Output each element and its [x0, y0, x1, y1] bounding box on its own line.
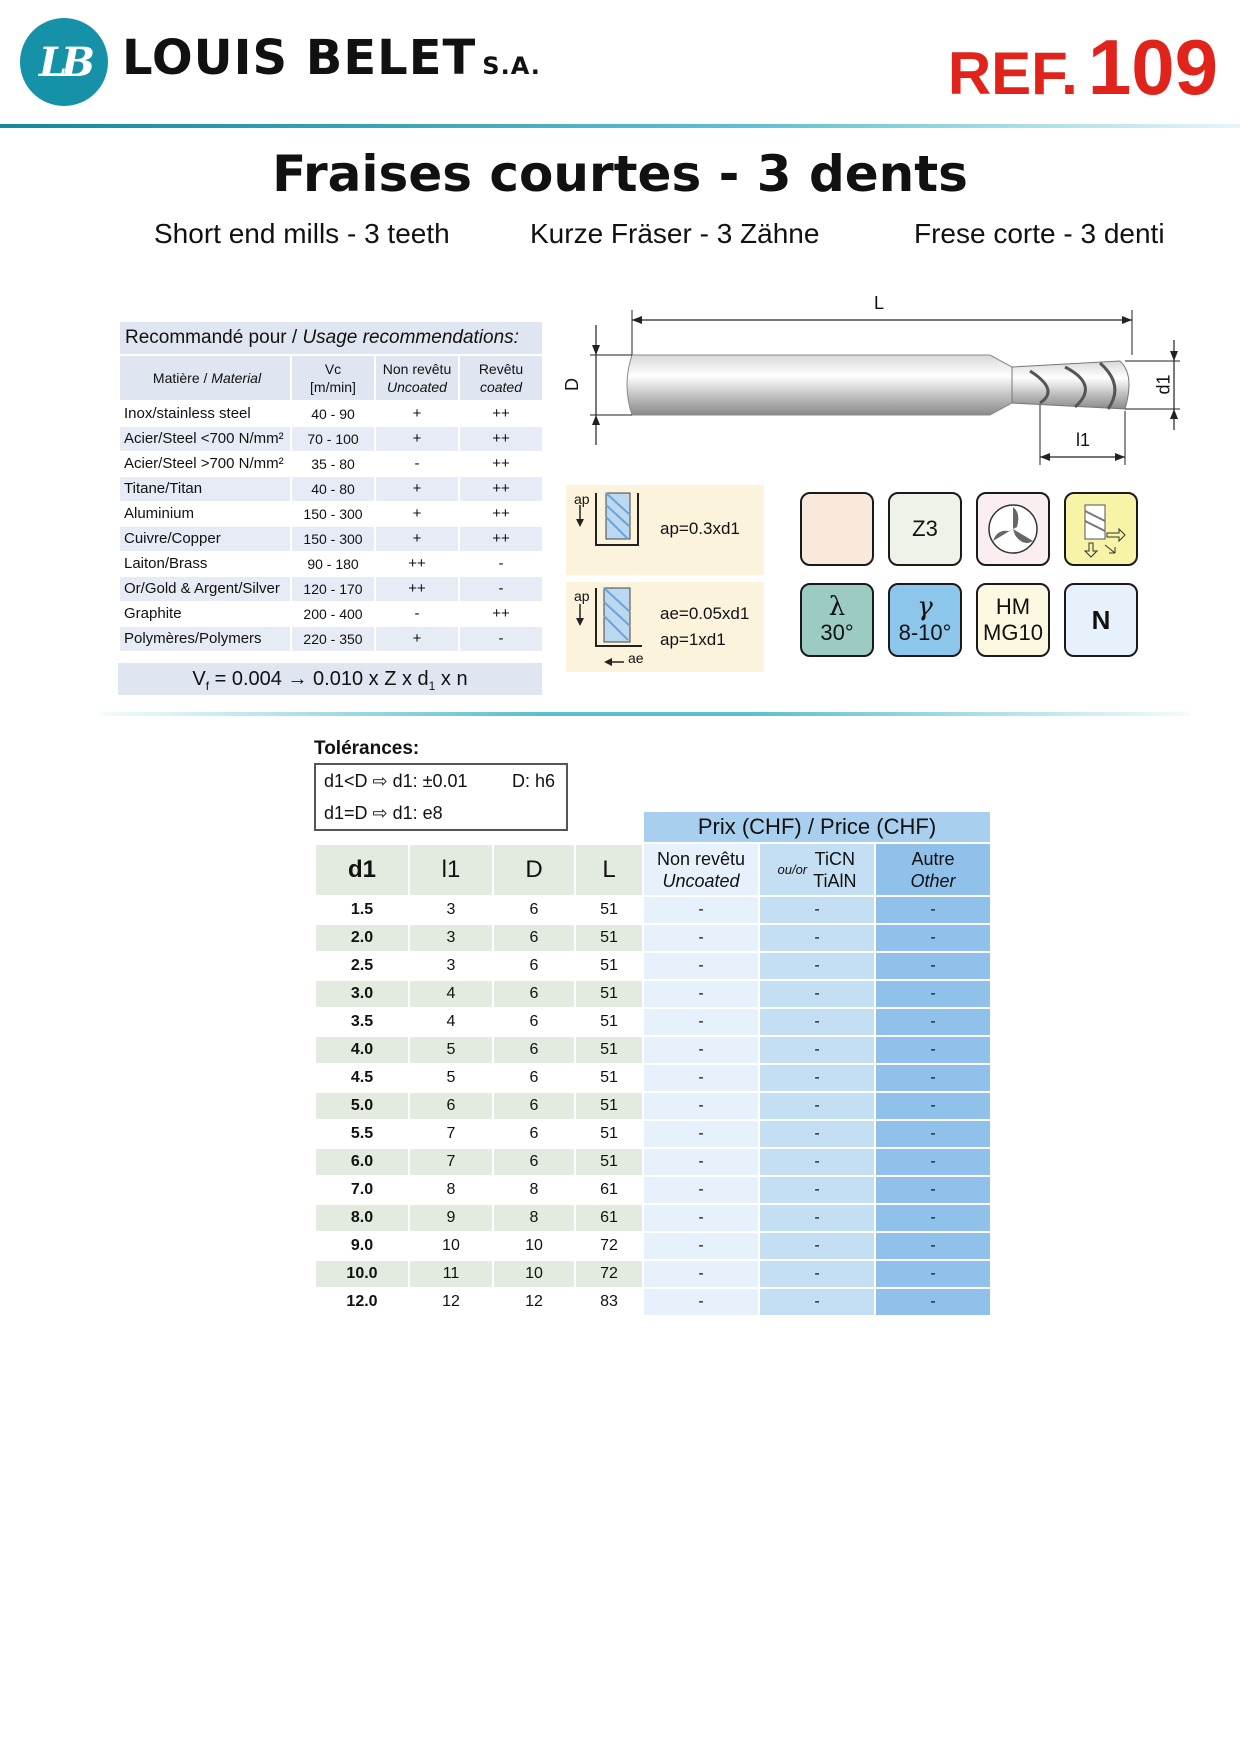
tolerances-box: d1<D ⇨ d1: ±0.01 D: h6 d1=D ⇨ d1: e8: [314, 763, 568, 831]
table-row: [316, 953, 990, 979]
dimension-D-label: D: [562, 378, 582, 391]
cell-l1: 7: [446, 1125, 456, 1142]
cell-d1: 3.0: [316, 981, 408, 1007]
cell-p2: -: [760, 981, 874, 1007]
table-row: [316, 925, 990, 951]
cell-L: 51: [600, 957, 618, 974]
cell-p3: -: [876, 1289, 990, 1315]
cutting-direction-icon: [1064, 492, 1138, 566]
cell-l1: 5: [410, 1037, 492, 1063]
cell-d1: 3.5: [350, 1013, 374, 1030]
cell-D: 6: [529, 1013, 539, 1030]
table-row: [316, 1009, 990, 1035]
cell-p1: -: [644, 897, 758, 923]
cell-d1: 8.0: [316, 1205, 408, 1231]
rec-cell-vc: 90 - 180: [307, 556, 359, 572]
cell-p2: -: [760, 1009, 874, 1035]
cell-d1: 4.5: [350, 1069, 374, 1086]
recommendation-row: [120, 502, 542, 526]
cell-p3: -: [876, 1037, 990, 1063]
rec-cell-coated: ++: [492, 505, 510, 522]
cell-p3: -: [876, 1261, 990, 1287]
reference-number: REF. 109: [947, 23, 1218, 111]
cell-p3: -: [876, 981, 990, 1007]
rec-cell-vc: 70 - 100: [292, 427, 374, 451]
ae-text: ae=0.05xd1: [660, 604, 750, 623]
rec-cell-uncoated: +: [412, 405, 422, 422]
recommendation-row: [120, 627, 542, 651]
cell-p3: -: [876, 1065, 990, 1091]
rake-angle-icon: γ 8-10°: [888, 583, 962, 657]
cell-l1: 10: [442, 1237, 460, 1254]
dimension-L-label: L: [874, 293, 885, 313]
table-row: [316, 1261, 990, 1287]
cell-d1: 12.0: [346, 1293, 378, 1310]
cell-p2: -: [760, 1149, 874, 1175]
cell-l1: 9: [410, 1205, 492, 1231]
rec-cell-coated: ++: [492, 605, 510, 622]
table-row: [316, 1037, 990, 1063]
rec-cell-vc: 150 - 300: [292, 527, 374, 551]
tool-shank: [627, 355, 1012, 415]
recommendation-row: [120, 452, 542, 476]
recommendation-title: Recommandé pour / Usage recommendations:: [120, 322, 542, 354]
cell-L: 61: [600, 1181, 618, 1198]
rec-cell-uncoated: ++: [376, 577, 458, 601]
cell-D: 12: [525, 1293, 543, 1310]
table-row: [316, 897, 990, 923]
rec-cell-material: Laiton/Brass: [124, 555, 208, 572]
cell-D: 6: [494, 1149, 574, 1175]
cell-l1: 8: [446, 1181, 456, 1198]
recommendation-row: [120, 577, 542, 601]
company-logo: LB: [20, 18, 108, 106]
cell-L: 51: [576, 981, 642, 1007]
cell-D: 6: [494, 981, 574, 1007]
rec-cell-material: Acier/Steel <700 N/mm²: [120, 427, 290, 451]
cell-p1: -: [644, 953, 758, 979]
cell-p1: -: [644, 1289, 758, 1315]
table-row: [316, 1177, 990, 1203]
cell-D: 6: [494, 1093, 574, 1119]
cell-p1: -: [644, 981, 758, 1007]
recommendation-row: [120, 402, 542, 426]
rec-cell-uncoated: ++: [408, 555, 426, 572]
cell-D: 6: [529, 1069, 539, 1086]
cell-p2: -: [760, 1261, 874, 1287]
cell-d1: 5.5: [350, 1125, 374, 1142]
cell-L: 51: [600, 1069, 618, 1086]
cell-L: 51: [576, 1037, 642, 1063]
cell-l1: 12: [442, 1293, 460, 1310]
ap-text-slot: ap=0.3xd1: [660, 519, 740, 538]
cell-D: 8: [529, 1181, 539, 1198]
three-flute-icon: [976, 492, 1050, 566]
rec-cell-uncoated: +: [376, 627, 458, 651]
rec-cell-uncoated: +: [376, 477, 458, 501]
cell-l1: 7: [410, 1149, 492, 1175]
cell-p2: -: [760, 1065, 874, 1091]
rec-cell-vc: 120 - 170: [292, 577, 374, 601]
rec-cell-material: Aluminium: [124, 505, 195, 522]
rec-cell-vc: 40 - 80: [292, 477, 374, 501]
rec-cell-uncoated: -: [414, 605, 420, 622]
helix-angle-icon: λ 30°: [800, 583, 874, 657]
table-row: [316, 1149, 990, 1175]
rec-cell-material: Polymères/Polymers: [120, 627, 290, 651]
cell-l1: 3: [446, 901, 456, 918]
cell-p1: -: [644, 1233, 758, 1259]
tolerances-title: Tolérances:: [314, 738, 420, 759]
rec-cell-coated: ++: [460, 527, 542, 551]
cell-p3: -: [876, 1121, 990, 1147]
dimension-l1-label: l1: [1076, 430, 1091, 450]
cell-D: 8: [494, 1205, 574, 1231]
cell-p3: -: [876, 953, 990, 979]
cell-p1: -: [644, 1065, 758, 1091]
cell-p1: -: [644, 1177, 758, 1203]
cell-p2: -: [760, 1121, 874, 1147]
cell-L: 51: [576, 925, 642, 951]
recommendation-row: [120, 552, 542, 576]
cell-p3: -: [876, 1177, 990, 1203]
cell-D: 6: [494, 1037, 574, 1063]
cell-p1: -: [644, 1205, 758, 1231]
cell-d1: 2.5: [350, 957, 374, 974]
cell-L: 51: [600, 1125, 618, 1142]
rec-cell-uncoated: +: [376, 427, 458, 451]
cell-p3: -: [876, 1205, 990, 1231]
cell-d1: 6.0: [316, 1149, 408, 1175]
cell-L: 72: [600, 1237, 618, 1254]
rec-cell-vc: 200 - 400: [303, 606, 363, 622]
rec-cell-vc: 220 - 350: [292, 627, 374, 651]
cell-d1: 9.0: [350, 1237, 374, 1254]
table-row: [316, 1289, 990, 1315]
rec-cell-uncoated: +: [412, 505, 422, 522]
cell-p3: -: [876, 1149, 990, 1175]
cell-p2: -: [760, 1289, 874, 1315]
cell-L: 72: [576, 1261, 642, 1287]
ap-text-side: ap=1xd1: [660, 630, 726, 649]
cell-p1: -: [644, 1121, 758, 1147]
cell-L: 51: [576, 1149, 642, 1175]
cell-p3: -: [876, 1009, 990, 1035]
cutting-depth-slot: ap ap=0.3xd1: [566, 485, 764, 575]
rec-cell-material: Inox/stainless steel: [124, 405, 251, 422]
rec-cell-vc: 150 - 300: [303, 506, 363, 522]
cell-l1: 11: [410, 1261, 492, 1287]
cell-l1: 6: [410, 1093, 492, 1119]
cell-p2: -: [760, 1093, 874, 1119]
dimension-d1-label: d1: [1153, 374, 1174, 395]
cell-D: 10: [525, 1237, 543, 1254]
subtitle-it: Frese corte - 3 denti: [914, 218, 1165, 249]
rec-cell-coated: ++: [460, 427, 542, 451]
subtitle-de: Kurze Fräser - 3 Zähne: [530, 218, 820, 249]
cell-d1: 7.0: [350, 1181, 374, 1198]
tool-type-icon: N: [1064, 583, 1138, 657]
rec-cell-coated: -: [460, 627, 542, 651]
recommendation-row: [120, 527, 542, 551]
cell-L: 51: [600, 1013, 618, 1030]
cell-p1: -: [644, 1261, 758, 1287]
cell-p2: -: [760, 1205, 874, 1231]
brand-name: LOUIS BELET S.A.: [122, 30, 541, 86]
recommendation-row: [120, 602, 542, 626]
recommendation-row: [120, 427, 542, 451]
header-divider: [0, 124, 1240, 128]
cell-p3: -: [876, 1233, 990, 1259]
cell-d1: 4.0: [316, 1037, 408, 1063]
cell-p2: -: [760, 1233, 874, 1259]
rec-cell-coated: ++: [492, 455, 510, 472]
cell-p3: -: [876, 925, 990, 951]
cell-L: 51: [600, 901, 618, 918]
recommendation-row: [120, 477, 542, 501]
cell-D: 6: [529, 957, 539, 974]
cell-l1: 3: [410, 925, 492, 951]
table-row: [316, 1065, 990, 1091]
cell-d1: 1.5: [350, 901, 374, 918]
cell-d1: 5.0: [316, 1093, 408, 1119]
rec-cell-material: Graphite: [124, 605, 182, 622]
col-d1-header: d1: [316, 845, 408, 895]
feed-formula: $V_f = 0.004 \to 0.010$ x Z x $d_1$ x n: [118, 663, 542, 695]
cell-p2: -: [760, 925, 874, 951]
teeth-count-icon: Z3: [888, 492, 962, 566]
cell-l1: 5: [446, 1069, 456, 1086]
cell-p3: -: [876, 1093, 990, 1119]
cell-p2: -: [760, 1037, 874, 1063]
rec-cell-uncoated: -: [414, 455, 420, 472]
cell-p1: -: [644, 1009, 758, 1035]
cell-D: 6: [529, 1125, 539, 1142]
cell-d1: 10.0: [316, 1261, 408, 1287]
rec-cell-vc: 35 - 80: [311, 456, 355, 472]
cutting-depth-side: ap ae ae=0.05xd1 ap=1xd1: [566, 582, 764, 672]
rec-cell-material: Acier/Steel >700 N/mm²: [124, 455, 284, 472]
col-D-header: D: [494, 845, 574, 895]
carbide-grade-icon: HM MG10: [976, 583, 1050, 657]
rec-cell-vc: 40 - 90: [311, 406, 355, 422]
rec-cell-coated: -: [498, 555, 504, 572]
rec-cell-material: Titane/Titan: [120, 477, 290, 501]
col-uncoated-header: Non revêtu Uncoated: [644, 844, 758, 895]
cell-p1: -: [644, 1149, 758, 1175]
cell-L: 83: [600, 1293, 618, 1310]
cell-p1: -: [644, 925, 758, 951]
cell-l1: 4: [446, 1013, 456, 1030]
cell-D: 6: [494, 925, 574, 951]
rec-cell-uncoated: +: [376, 527, 458, 551]
cell-L: 51: [576, 1093, 642, 1119]
rec-cell-material: Cuivre/Copper: [120, 527, 290, 551]
cell-l1: 3: [446, 957, 456, 974]
cell-p3: -: [876, 897, 990, 923]
cell-D: 10: [494, 1261, 574, 1287]
section-divider: [100, 712, 1190, 716]
rec-cell-coated: ++: [460, 477, 542, 501]
blank-icon: [800, 492, 874, 566]
cell-p2: -: [760, 897, 874, 923]
table-row: [316, 1205, 990, 1231]
recommendation-header: Matière / Material Vc [m/min] Non revêtu Uncoated Revêtu coated: [120, 356, 542, 400]
rec-cell-coated: -: [460, 577, 542, 601]
col-L-header: L: [576, 845, 642, 895]
table-row: [316, 981, 990, 1007]
col-other-header: Autre Other: [876, 844, 990, 895]
col-l1-header: l1: [410, 845, 492, 895]
rec-cell-material: Or/Gold & Argent/Silver: [120, 577, 290, 601]
cell-l1: 4: [410, 981, 492, 1007]
cell-D: 6: [529, 901, 539, 918]
table-row: [316, 1233, 990, 1259]
cell-L: 61: [576, 1205, 642, 1231]
cell-p1: -: [644, 1037, 758, 1063]
rec-cell-coated: ++: [492, 405, 510, 422]
price-header: Prix (CHF) / Price (CHF): [644, 812, 990, 842]
subtitle-en: Short end mills - 3 teeth: [154, 218, 450, 249]
cell-p1: -: [644, 1093, 758, 1119]
page-title: Fraises courtes - 3 dents: [272, 145, 968, 203]
table-row: [316, 1093, 990, 1119]
cell-d1: 2.0: [316, 925, 408, 951]
cell-p2: -: [760, 953, 874, 979]
table-row: [316, 1121, 990, 1147]
col-coated-header: ou/or TiCN TiAlN: [760, 844, 874, 895]
cell-p2: -: [760, 1177, 874, 1203]
